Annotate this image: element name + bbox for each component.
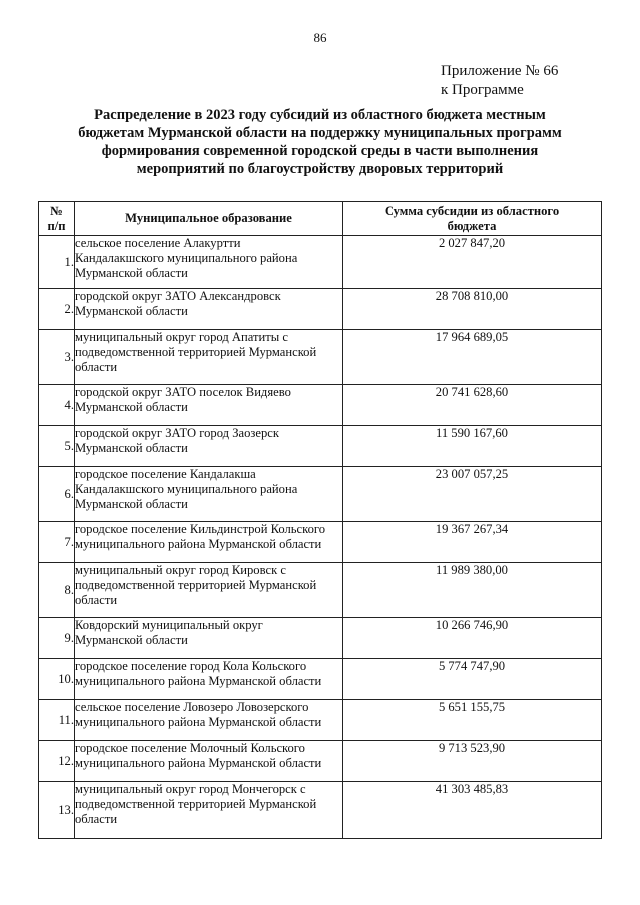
municipality-name-line: подведомственной территорией Мурманской xyxy=(75,345,317,359)
municipality-name-line: Мурманской области xyxy=(75,633,188,647)
subsidy-amount: 9 713 523,90 xyxy=(343,741,602,782)
table-row xyxy=(39,741,602,782)
row-number: 10. xyxy=(39,659,75,700)
table-row xyxy=(39,700,602,741)
municipality-name-line: подведомственной территорией Мурманской xyxy=(75,578,317,592)
municipality-name-line: городское поселение Кандалакша xyxy=(75,467,256,481)
row-number: 3. xyxy=(39,330,75,385)
municipality-name xyxy=(75,426,343,467)
title-line: формирования современной городской среды в части выполнения xyxy=(101,143,539,159)
municipality-name-line: Мурманской области xyxy=(75,400,188,414)
municipality-name xyxy=(75,563,343,618)
municipality-name-line: области xyxy=(75,360,118,374)
row-number: 6. xyxy=(39,467,75,522)
subsidy-amount: 23 007 057,25 xyxy=(343,467,602,522)
table-row xyxy=(39,236,602,289)
header-number-sign: № xyxy=(50,203,63,218)
row-number: 1. xyxy=(39,236,75,289)
municipality-name-line: сельское поселение Ловозеро Ловозерского xyxy=(75,700,309,714)
municipality-name xyxy=(75,659,343,700)
subsidy-amount: 41 303 485,83 xyxy=(343,782,602,839)
subsidy-amount: 11 590 167,60 xyxy=(343,426,602,467)
header-subsidy-sum xyxy=(343,202,602,236)
row-number: 8. xyxy=(39,563,75,618)
municipality-name-line: городской округ ЗАТО поселок Видяево xyxy=(75,385,291,399)
header-municipality: Муниципальное образование xyxy=(75,202,343,236)
municipality-name xyxy=(75,236,343,289)
municipality-name xyxy=(75,741,343,782)
municipality-name-line: муниципальный округ город Кировск с xyxy=(75,563,286,577)
municipality-name-line: Мурманской области xyxy=(75,441,188,455)
table-row xyxy=(39,782,602,839)
municipality-name-line: городской округ ЗАТО город Заозерск xyxy=(75,426,279,440)
document-title xyxy=(40,106,600,178)
table-row xyxy=(39,659,602,700)
header-number-abbr: п/п xyxy=(47,218,66,233)
municipality-name-line: муниципального района Мурманской области xyxy=(75,756,322,770)
municipality-name-line: городское поселение Кильдинстрой Кольского xyxy=(75,522,326,536)
header-number xyxy=(39,202,75,236)
municipality-name xyxy=(75,289,343,330)
subsidy-amount: 20 741 628,60 xyxy=(343,385,602,426)
page-number: 86 xyxy=(313,30,327,45)
municipality-name xyxy=(75,385,343,426)
municipality-name-line: Кандалакшского муниципального района xyxy=(75,251,298,265)
table-row xyxy=(39,330,602,385)
header-sum-line: Сумма субсидии из областного xyxy=(384,203,560,218)
municipality-name-line: области xyxy=(75,593,118,607)
municipality-name xyxy=(75,782,343,839)
municipality-name xyxy=(75,330,343,385)
municipality-name-line: Мурманской области xyxy=(75,497,188,511)
row-number: 4. xyxy=(39,385,75,426)
appendix-number: Приложение № 66 xyxy=(441,63,559,79)
title-line: мероприятий по благоустройству дворовых территорий xyxy=(136,161,504,177)
table-row xyxy=(39,426,602,467)
municipality-name xyxy=(75,618,343,659)
municipality-name-line: муниципального района Мурманской области xyxy=(75,715,322,729)
table-row xyxy=(39,522,602,563)
table-body xyxy=(39,236,602,839)
subsidy-amount: 17 964 689,05 xyxy=(343,330,602,385)
municipality-name-line: муниципальный округ город Апатиты с xyxy=(75,330,288,344)
table-row xyxy=(39,467,602,522)
municipality-name-line: муниципального района Мурманской области xyxy=(75,674,322,688)
municipality-name-line: городское поселение Молочный Кольского xyxy=(75,741,305,755)
row-number: 7. xyxy=(39,522,75,563)
subsidy-amount: 5 774 747,90 xyxy=(343,659,602,700)
subsidy-amount: 10 266 746,90 xyxy=(343,618,602,659)
municipality-name xyxy=(75,700,343,741)
appendix-reference xyxy=(441,62,558,100)
subsidy-amount: 5 651 155,75 xyxy=(343,700,602,741)
subsidy-amount: 19 367 267,34 xyxy=(343,522,602,563)
municipality-name xyxy=(75,467,343,522)
subsidy-amount: 28 708 810,00 xyxy=(343,289,602,330)
row-number: 12. xyxy=(39,741,75,782)
municipality-name-line: сельское поселение Алакуртти xyxy=(75,236,241,250)
municipality-name-line: городской округ ЗАТО Александровск xyxy=(75,289,281,303)
subsidy-amount: 2 027 847,20 xyxy=(343,236,602,289)
table-row xyxy=(39,385,602,426)
municipality-name-line: Мурманской области xyxy=(75,266,188,280)
row-number: 9. xyxy=(39,618,75,659)
municipality-name-line: Мурманской области xyxy=(75,304,188,318)
municipality-name-line: Кандалакшского муниципального района xyxy=(75,482,298,496)
table-row xyxy=(39,563,602,618)
appendix-program: к Программе xyxy=(441,82,524,98)
title-line: бюджетам Мурманской области на поддержку муниципальных программ xyxy=(78,125,562,141)
table-row xyxy=(39,618,602,659)
title-line: Распределение в 2023 году субсидий из областного бюджета местным xyxy=(94,107,546,123)
municipality-name-line: муниципальный округ город Мончегорск с xyxy=(75,782,306,796)
subsidy-table xyxy=(38,201,602,839)
header-sum-line: бюджета xyxy=(447,218,497,233)
municipality-name xyxy=(75,522,343,563)
municipality-name-line: городское поселение город Кола Кольского xyxy=(75,659,307,673)
row-number: 13. xyxy=(39,782,75,839)
row-number: 5. xyxy=(39,426,75,467)
municipality-name-line: области xyxy=(75,812,118,826)
municipality-name-line: муниципального района Мурманской области xyxy=(75,537,322,551)
municipality-name-line: подведомственной территорией Мурманской xyxy=(75,797,317,811)
row-number: 2. xyxy=(39,289,75,330)
subsidy-amount: 11 989 380,00 xyxy=(343,563,602,618)
table-row xyxy=(39,289,602,330)
row-number: 11. xyxy=(39,700,75,741)
table-header-row xyxy=(39,202,602,236)
municipality-name-line: Ковдорский муниципальный округ xyxy=(75,618,263,632)
